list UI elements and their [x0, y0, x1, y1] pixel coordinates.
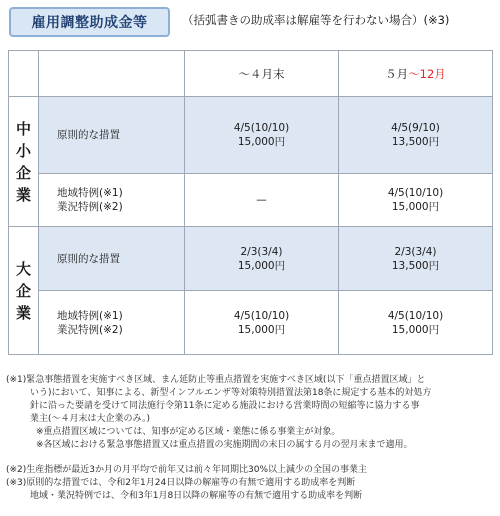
footnote-3-line: (※3)原則的な措置では、令和2年1月24日以降の解雇等の有無で適用する助成率を判断 — [6, 478, 356, 488]
rate-cell: 4/5(10/10) 15,000円 — [339, 291, 493, 355]
header-row — [9, 51, 493, 97]
header-blank — [9, 51, 39, 97]
subsidy-table — [8, 50, 493, 355]
header-december-label: ～12月 — [408, 66, 446, 81]
footnote-1-sub: ※重点措置区域については、知事が定める区域・業態に係る事業主が対象。 — [36, 427, 341, 437]
rate-cell: — — [185, 174, 339, 227]
header-may-december — [339, 51, 493, 97]
table-row — [9, 174, 493, 227]
footnote-2: (※2)生産指標が最近3か月の月平均で前年又は前々年同期比30%以上減少の全国の事業主 — [6, 465, 368, 475]
row-label: 地域特例(※1) 業況特例(※2) — [39, 291, 185, 355]
rate-cell: 4/5(9/10) 13,500円 — [339, 97, 493, 174]
footnote-1-line: 業主(～４月末は大企業のみ。) — [30, 414, 151, 424]
rate-cell: 4/5(10/10) 15,000円 — [339, 174, 493, 227]
header-may-label: ５月 — [385, 66, 409, 81]
header-until-april: ～４月末 — [185, 51, 339, 97]
category-large: 大 企 業 — [9, 227, 39, 355]
rate-cell: 4/5(10/10) 15,000円 — [185, 97, 339, 174]
rate-caption: （括弧書きの助成率は解雇等を行わない場合）(※3) — [182, 13, 450, 27]
footnote-1-sub: ※各区域における緊急事態措置又は重点措置の実施期間の末日の属する月の翌月末まで適用。 — [36, 440, 413, 450]
table-row — [9, 291, 493, 355]
header-blank-label — [39, 51, 185, 97]
row-label: 原則的な措置 — [39, 97, 185, 174]
footnote-1-line: いう)において、知事による、新型インフルエンザ等対策特別措置法第18条に規定する基本的対処方 — [30, 388, 432, 398]
row-label: 原則的な措置 — [39, 227, 185, 291]
rate-cell: 4/5(10/10) 15,000円 — [185, 291, 339, 355]
table-row — [9, 97, 493, 174]
footnote-3-line: 地域・業況特例では、令和3年1月8日以降の解雇等の有無で適用する助成率を判断 — [30, 491, 363, 501]
footnote-1-line: (※1)緊急事態措置を実施すべき区域、まん延防止等重点措置を実施すべき区域(以下「重点措置区域」と — [6, 375, 426, 385]
rate-cell: 2/3(3/4) 15,000円 — [185, 227, 339, 291]
rate-cell: 2/3(3/4) 13,500円 — [339, 227, 493, 291]
footnotes — [6, 374, 496, 503]
row-label: 地域特例(※1) 業況特例(※2) — [39, 174, 185, 227]
title-badge: 雇用調整助成金等 — [9, 7, 170, 37]
table-row — [9, 227, 493, 291]
category-sme: 中 小 企 業 — [9, 97, 39, 227]
footnote-1-line: 針に沿った要請を受けて同法施行令第11条に定める施設における営業時間の短縮等に協力する事 — [30, 401, 420, 411]
